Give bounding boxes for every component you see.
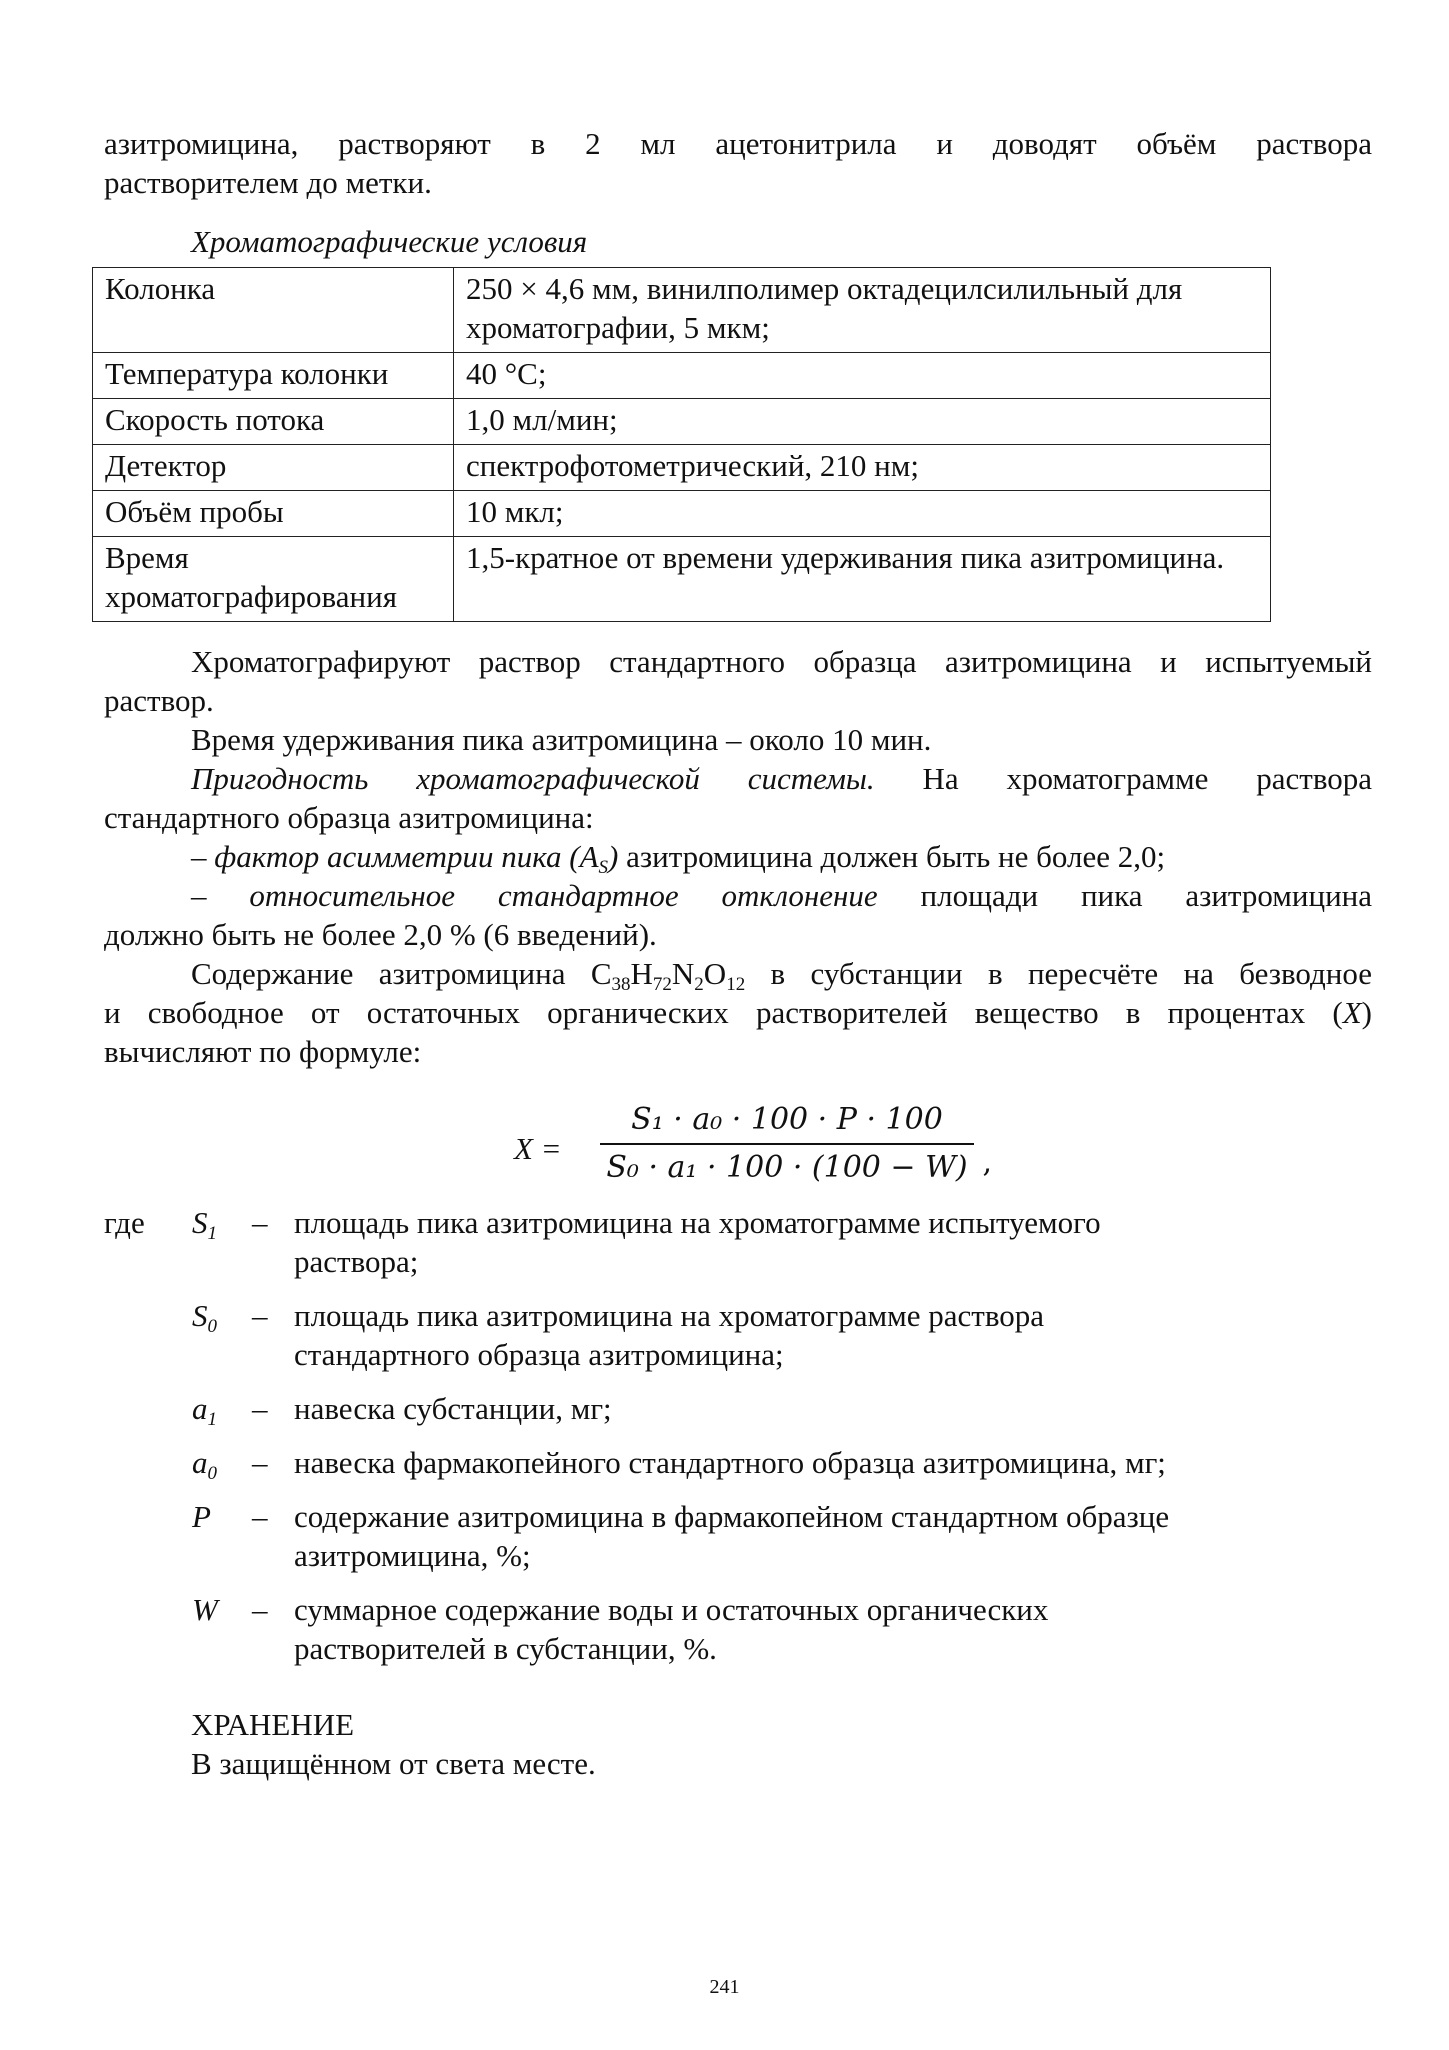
criterion-rsd-text: площади пика азитромицина (877, 878, 1373, 913)
variable-definition: площадь пика азитромицина на хроматограмме раствора стандартного образца азитромицина; (294, 1298, 1045, 1372)
list-item (104, 1443, 1214, 1497)
content-text: ) (1361, 995, 1372, 1030)
formula-subscript: 2 (694, 974, 704, 995)
definition-dash: – (252, 1592, 268, 1627)
list-item (104, 1389, 1214, 1443)
table-key: Время хроматографирования (93, 537, 454, 622)
definition-dash: – (252, 1205, 268, 1240)
variable-symbol (192, 1203, 252, 1296)
formula-lhs: X = (514, 1131, 562, 1166)
table-row (93, 268, 1271, 353)
where-label: где (104, 1205, 145, 1240)
suitability-text: На хроматограмме раствора (874, 761, 1372, 796)
criterion-rsd-line-1 (104, 876, 1372, 915)
table-key: Температура колонки (93, 353, 454, 399)
table-key: Колонка (93, 268, 454, 353)
list-item (104, 1203, 1214, 1296)
symbol-subscript: 1 (207, 1223, 217, 1244)
definition-dash: – (252, 1445, 268, 1480)
table-row (93, 353, 1271, 399)
variable-symbol (192, 1497, 252, 1590)
symbol-letter: S (192, 1205, 208, 1240)
table-value: 10 мкл; (454, 491, 1271, 537)
table-value: 1,0 мл/мин; (454, 399, 1271, 445)
conditions-table (92, 267, 1271, 622)
criterion-rsd-term: – относительное стандартное отклонение (191, 878, 878, 913)
symbol-letter: W (192, 1592, 218, 1627)
intro-line-1: азитромицина, растворяют в 2 мл ацетонитрила и доводят объём раствора (104, 126, 1372, 161)
formula-element: N (671, 956, 695, 991)
table-value: спектрофотометрический, 210 нм; (454, 445, 1271, 491)
variable-definition: содержание азитромицина в фармакопейном стандартном образце азитромицина, %; (294, 1499, 1170, 1573)
storage-heading: ХРАНЕНИЕ (191, 1707, 355, 1742)
list-item (104, 1590, 1214, 1683)
symbol-subscript: 0 (207, 1463, 217, 1484)
definition-dash: – (252, 1499, 268, 1534)
paragraph-chromatograph-line-1: Хроматографируют раствор стандартного образца азитромицина и испытуемый (191, 644, 1372, 679)
list-item (104, 1497, 1214, 1590)
definition-dash: – (252, 1391, 268, 1426)
fraction-bar (600, 1143, 974, 1145)
formula-denominator: S₀ · a₁ · 100 · (100 − W) (606, 1150, 968, 1185)
paragraph-suitability-line-1 (104, 759, 1372, 798)
variable-definitions (104, 1203, 1214, 1683)
conditions-caption: Хроматографические условия (191, 224, 588, 259)
table-value: 250 × 4,6 мм, винилполимер октадецилсилильный для хроматографии, 5 мкм; (454, 268, 1271, 353)
symbol-subscript: 1 (207, 1409, 217, 1430)
criterion-asymmetry-term: – фактор асимметрии пика (A (191, 839, 599, 874)
paragraph-content-line-3: вычисляют по формуле: (104, 1034, 422, 1069)
variable-symbol (192, 1443, 252, 1497)
table-key: Скорость потока (93, 399, 454, 445)
paragraph-content-line-1 (104, 954, 1372, 993)
variable-definition: суммарное содержание воды и остаточных органических растворителей в субстанции, %. (294, 1592, 1049, 1666)
table-row (93, 537, 1271, 622)
formula-fraction (592, 1099, 992, 1189)
symbol-letter: a (192, 1391, 208, 1426)
variable-definition: навеска субстанции, мг; (294, 1391, 612, 1426)
document-page (104, 124, 1372, 1783)
variable-symbol (192, 1389, 252, 1443)
criterion-asymmetry (104, 837, 1372, 876)
storage-text: В защищённом от света месте. (191, 1746, 596, 1781)
calculation-formula (104, 1099, 1372, 1195)
storage-section (191, 1705, 1372, 1783)
paragraph-chromatograph-line-2: раствор. (104, 683, 214, 718)
list-item (104, 1296, 1214, 1389)
content-text: Содержание азитромицина C (191, 956, 612, 991)
variable-definition: площадь пика азитромицина на хроматограмме испытуемого раствора; (294, 1205, 1101, 1279)
formula-subscript: 72 (652, 974, 672, 995)
criterion-asymmetry-sub: S (598, 857, 609, 878)
criterion-rsd-line-2: должно быть не более 2,0 % (6 введений). (104, 917, 657, 952)
formula-trail: , (982, 1145, 992, 1180)
suitability-heading: Пригодность хроматографической системы. (191, 761, 875, 796)
symbol-letter: P (192, 1499, 211, 1534)
paragraph-content-line-2 (104, 993, 1372, 1032)
variable-symbol (192, 1590, 252, 1683)
page-number: 241 (709, 1976, 740, 1998)
definition-dash: – (252, 1298, 268, 1333)
variable-x: X (1342, 995, 1362, 1030)
formula-element: O (703, 956, 727, 991)
criterion-asymmetry-close: ) (608, 839, 619, 874)
paragraph-suitability-line-2: стандартного образца азитромицина: (104, 800, 594, 835)
table-value: 1,5-кратное от времени удерживания пика азитромицина. (454, 537, 1271, 622)
table-value: 40 °C; (454, 353, 1271, 399)
variable-symbol (192, 1296, 252, 1389)
table-row (93, 399, 1271, 445)
symbol-letter: a (192, 1445, 208, 1480)
content-text: в субстанции в пересчёте на безводное (745, 956, 1372, 991)
table-key: Детектор (93, 445, 454, 491)
formula-element: H (630, 956, 653, 991)
variable-definition: навеска фармакопейного стандартного образца азитромицина, мг; (294, 1445, 1166, 1480)
symbol-letter: S (192, 1298, 208, 1333)
symbol-subscript: 0 (207, 1316, 217, 1337)
criterion-asymmetry-text: азитромицина должен быть не более 2,0; (618, 839, 1166, 874)
formula-subscript: 12 (726, 974, 746, 995)
formula-numerator: S₁ · a₀ · 100 · P · 100 (631, 1102, 943, 1137)
formula-subscript: 38 (611, 974, 631, 995)
table-row (93, 445, 1271, 491)
table-row (93, 491, 1271, 537)
table-key: Объём пробы (93, 491, 454, 537)
body-text (104, 642, 1372, 1071)
paragraph-retention-time: Время удерживания пика азитромицина – около 10 мин. (191, 722, 932, 757)
content-text: и свободное от остаточных органических растворителей вещество в процентах ( (104, 995, 1343, 1030)
intro-line-2: растворителем до метки. (104, 165, 432, 200)
